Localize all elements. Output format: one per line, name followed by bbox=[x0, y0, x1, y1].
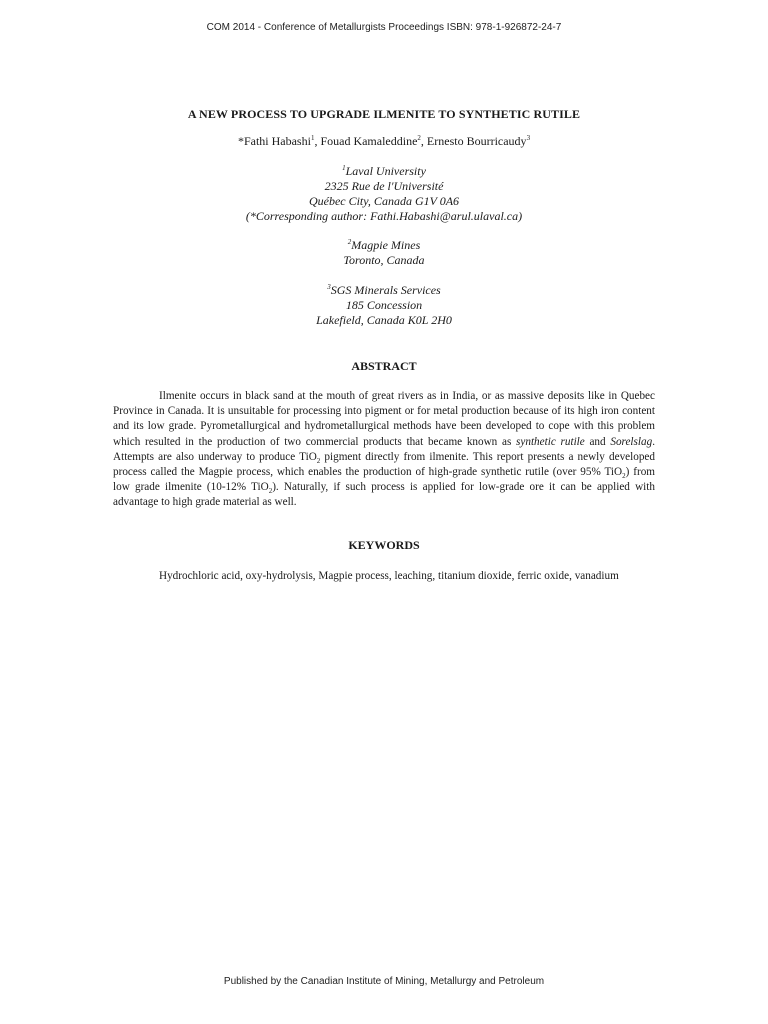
keywords-heading: KEYWORDS bbox=[348, 538, 420, 552]
author-list: *Fathi Habashi$^1$, Fouad Kamaleddine$^2$, Ernesto Bourricaudy$^3$ bbox=[237, 134, 531, 148]
abstract-text: ). Naturally, if such process is applied for low-grade ore it can be applied with advantage to high grade material as well. bbox=[113, 481, 655, 509]
abstract-text: . Attempts are also underway to produce TiO bbox=[113, 435, 655, 463]
abstract-emphasis: synthetic rutile bbox=[516, 435, 585, 448]
abstract-text: Ilmenite occurs in black sand at the mouth of great rivers as in India, or as massive deposits like in Quebec Province in Canada. It is unsuitable for processing into pigment or for metal production because of its high iron content and its low grade. Pyrometallurgical and hydrometallurgical methods have been developed to cope with this problem which resulted in the production of two commercial products that became known as bbox=[113, 390, 655, 448]
paper-title: A NEW PROCESS TO UPGRADE ILMENITE TO SYNTHETIC RUTILE bbox=[187, 107, 581, 121]
affiliation-1 bbox=[0, 164, 768, 224]
affiliation-line: 185 Concession bbox=[345, 298, 423, 312]
affiliation-line: Laval University bbox=[345, 164, 426, 178]
author-name: *Fathi Habashi bbox=[237, 134, 311, 148]
abstract-text: ) from low grade ilmenite (10-12% TiO bbox=[113, 466, 655, 494]
author-affiliation-mark: 3 bbox=[526, 134, 531, 142]
affiliation-2 bbox=[0, 238, 768, 268]
author-name: Fouad Kamaleddine bbox=[320, 134, 418, 148]
affiliation-line: 2325 Rue de l'Université bbox=[324, 179, 444, 193]
abstract-heading: ABSTRACT bbox=[351, 359, 417, 373]
affiliation-mark: 3 bbox=[327, 283, 331, 291]
affiliation-line: Toronto, Canada bbox=[343, 253, 425, 267]
author-affiliation-mark: 1 bbox=[310, 134, 315, 142]
abstract-body bbox=[113, 389, 655, 511]
publisher-footer: Published by the Canadian Institute of Mining, Metallurgy and Petroleum bbox=[223, 976, 545, 987]
corresponding-author-line: (*Corresponding author: Fathi.Habashi@arul.ulaval.ca) bbox=[245, 209, 523, 223]
affiliation-mark: 2 bbox=[347, 238, 352, 246]
subscript: 2 bbox=[316, 457, 321, 466]
affiliation-line: SGS Minerals Services bbox=[330, 283, 441, 297]
author-affiliation-mark: 2 bbox=[417, 134, 421, 142]
keywords-body: Hydrochloric acid, oxy-hydrolysis, Magpie process, leaching, titanium dioxide, ferric oxide, vanadium bbox=[159, 570, 619, 582]
affiliation-line: Lakefield, Canada K0L 2H0 bbox=[316, 313, 452, 327]
running-header: COM 2014 - Conference of Metallurgists Proceedings ISBN: 978-1-926872-24-7 bbox=[206, 22, 562, 33]
author-name: Ernesto Bourricaudy bbox=[426, 134, 527, 148]
abstract-text: and bbox=[589, 435, 606, 448]
affiliation-line: Québec City, Canada G1V 0A6 bbox=[308, 194, 460, 208]
affiliation-line: Magpie Mines bbox=[351, 238, 421, 252]
affiliation-3 bbox=[0, 283, 768, 328]
subscript: 2 bbox=[268, 487, 273, 496]
subscript: 2 bbox=[622, 472, 626, 481]
abstract-emphasis: Sorelslag bbox=[610, 435, 653, 448]
affiliation-mark: 1 bbox=[342, 164, 346, 172]
abstract-text: pigment directly from ilmenite. This report presents a newly developed process called the Magpie process, which enables the production of high-grade synthetic rutile (over 95% TiO bbox=[113, 450, 655, 479]
